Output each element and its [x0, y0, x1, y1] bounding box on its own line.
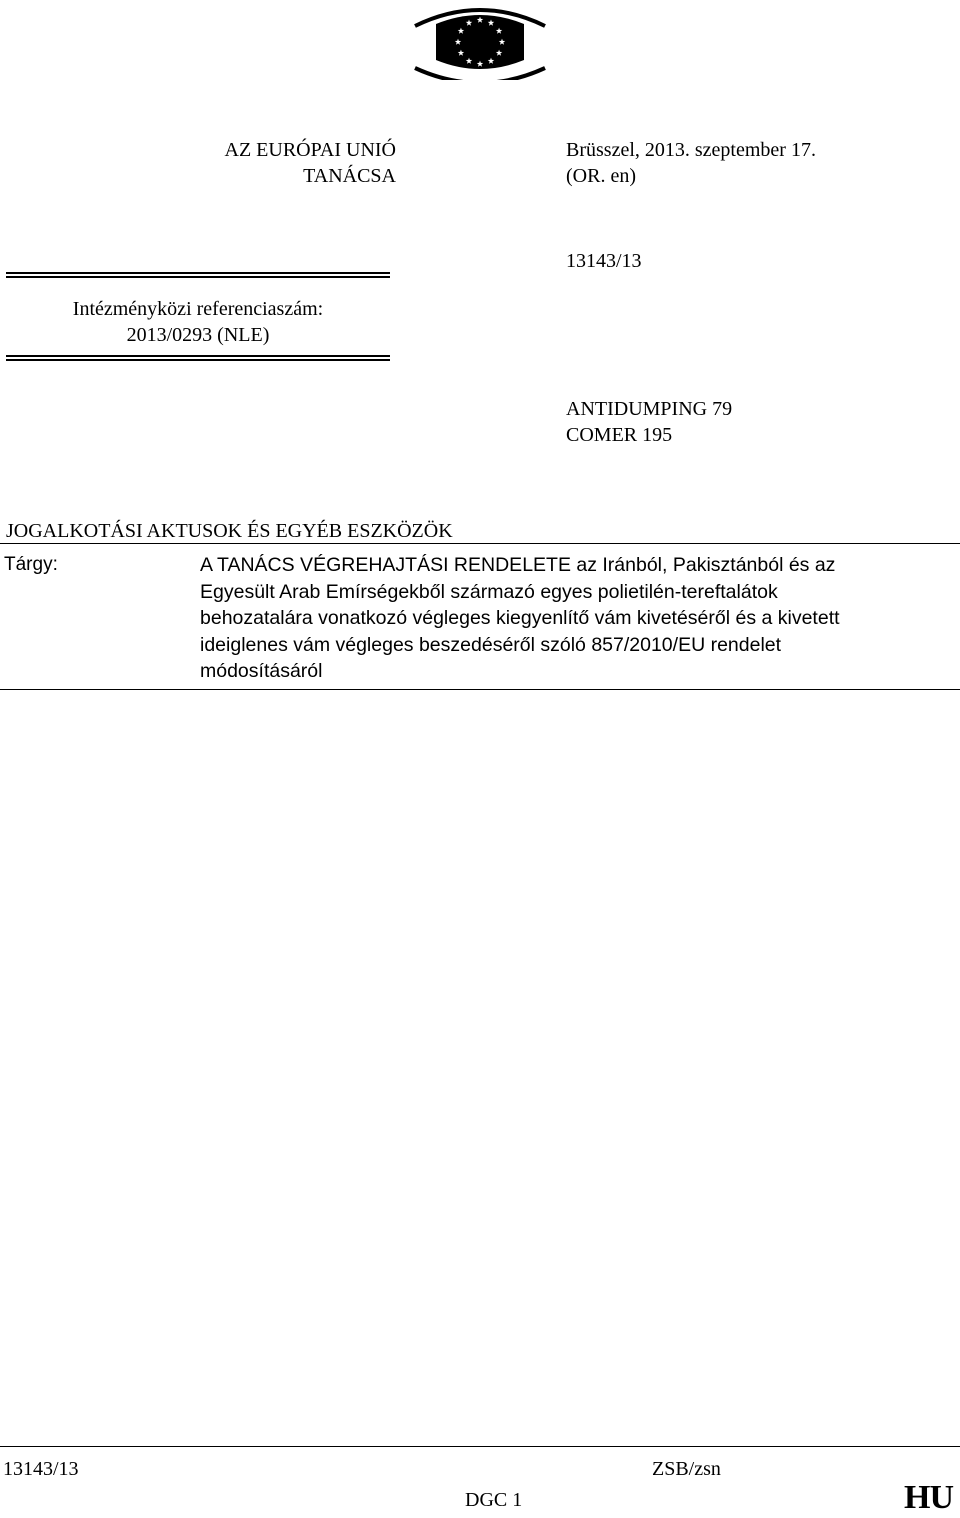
- code-antidumping: ANTIDUMPING 79: [566, 398, 733, 420]
- date-block: [566, 137, 946, 189]
- subject-line: A TANÁCS VÉGREHAJTÁSI RENDELETE az Iránból, Pakisztánból és az: [200, 554, 836, 576]
- council-logo: [410, 2, 550, 80]
- footer-language-code: HU: [904, 1479, 953, 1516]
- subject-label: Tárgy:: [4, 554, 58, 575]
- category-rule: [0, 543, 960, 544]
- subject-rule: [0, 689, 960, 690]
- subject-line: módosításáról: [200, 660, 323, 682]
- document-date: Brüsszel, 2013. szeptember 17.: [566, 139, 816, 161]
- footer-author-initials: ZSB/zsn: [652, 1458, 721, 1480]
- interinstitutional-label: Intézményközi referenciaszám:: [72, 298, 324, 320]
- original-language: (OR. en): [566, 165, 636, 187]
- subject-line: behozatalára vonatkozó végleges kiegyenlítő vám kivetéséről és a kivetett: [200, 607, 840, 629]
- footer-document-number: 13143/13: [3, 1458, 79, 1480]
- subject-line: ideiglenes vám végleges beszedéséről szóló 857/2010/EU rendelet: [200, 633, 782, 656]
- institution-line-2: TANÁCSA: [303, 165, 396, 187]
- subject-line: Egyesült Arab Emírségekből származó egyes polietilén-tereftalátok: [200, 580, 778, 603]
- institution-line-1: AZ EURÓPAI UNIÓ: [224, 139, 396, 161]
- interinstitutional-number: 2013/0293 (NLE): [126, 324, 270, 346]
- footer-rule: [0, 1446, 960, 1447]
- subject-text: [200, 552, 945, 685]
- footer-directorate: DGC 1: [465, 1489, 523, 1511]
- double-rule-bottom: [6, 355, 390, 361]
- institution-name: [150, 137, 396, 189]
- classification-codes: [566, 396, 732, 448]
- interinstitutional-reference: [6, 296, 390, 348]
- document-category: JOGALKOTÁSI AKTUSOK ÉS EGYÉB ESZKÖZÖK: [6, 520, 453, 542]
- eu-council-emblem-icon: [410, 2, 550, 80]
- document-number: 13143/13: [566, 250, 642, 272]
- code-comer: COMER 195: [566, 424, 673, 446]
- double-rule-top: [6, 272, 390, 278]
